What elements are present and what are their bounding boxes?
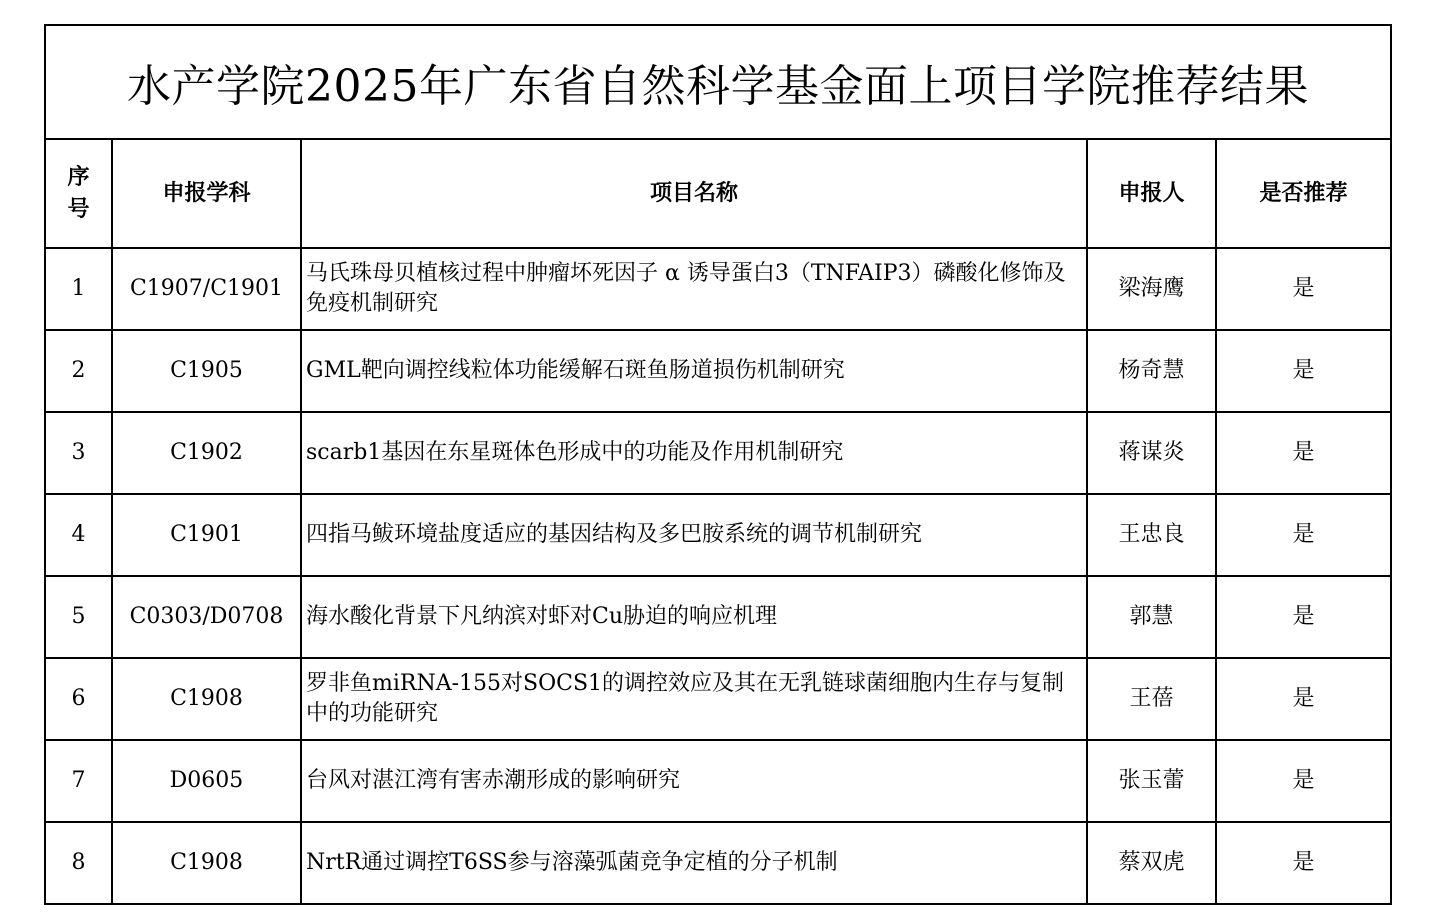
row-index-cell: 8 <box>45 822 112 904</box>
row-project-cell: 台风对湛江湾有害赤潮形成的影响研究 <box>301 740 1087 822</box>
row-applicant-cell: 王忠良 <box>1087 494 1216 576</box>
row-project-cell: NrtR通过调控T6SS参与溶藻弧菌竞争定植的分子机制 <box>301 822 1087 904</box>
row-applicant-cell: 王蓓 <box>1087 658 1216 740</box>
row-index-cell: 5 <box>45 576 112 658</box>
row-discipline-cell: C1901 <box>112 494 301 576</box>
row-recommended-cell: 是 <box>1216 658 1391 740</box>
row-applicant-cell: 蒋谋炎 <box>1087 412 1216 494</box>
row-project-cell: 四指马鲅环境盐度适应的基因结构及多巴胺系统的调节机制研究 <box>301 494 1087 576</box>
row-index-cell: 7 <box>45 740 112 822</box>
row-index-cell: 3 <box>45 412 112 494</box>
row-applicant-cell: 杨奇慧 <box>1087 330 1216 412</box>
header-row <box>45 139 1391 248</box>
table-row <box>45 740 1391 822</box>
table-row <box>45 576 1391 658</box>
header-applicant: 申报人 <box>1087 139 1216 248</box>
page-title: 水产学院2025年广东省自然科学基金面上项目学院推荐结果 <box>45 25 1391 139</box>
row-project-cell: scarb1基因在东星斑体色形成中的功能及作用机制研究 <box>301 412 1087 494</box>
table-row <box>45 330 1391 412</box>
row-recommended-cell: 是 <box>1216 740 1391 822</box>
row-discipline-cell: C1907/C1901 <box>112 248 301 330</box>
header-discipline: 申报学科 <box>112 139 301 248</box>
row-applicant-cell: 蔡双虎 <box>1087 822 1216 904</box>
row-discipline-cell: C1908 <box>112 822 301 904</box>
table-row <box>45 412 1391 494</box>
header-recommended: 是否推荐 <box>1216 139 1391 248</box>
row-recommended-cell: 是 <box>1216 330 1391 412</box>
row-discipline-cell: C1902 <box>112 412 301 494</box>
row-index-cell: 2 <box>45 330 112 412</box>
row-project-cell: GML靶向调控线粒体功能缓解石斑鱼肠道损伤机制研究 <box>301 330 1087 412</box>
row-index-cell: 4 <box>45 494 112 576</box>
table-row <box>45 822 1391 904</box>
header-index: 序号 <box>45 139 112 248</box>
row-recommended-cell: 是 <box>1216 576 1391 658</box>
row-project-cell: 马氏珠母贝植核过程中肿瘤坏死因子 α 诱导蛋白3（TNFAIP3）磷酸化修饰及免疫机制研究 <box>301 248 1087 330</box>
row-discipline-cell: C1908 <box>112 658 301 740</box>
row-discipline-cell: C0303/D0708 <box>112 576 301 658</box>
row-project-cell: 海水酸化背景下凡纳滨对虾对Cu胁迫的响应机理 <box>301 576 1087 658</box>
recommendation-table <box>44 24 1392 905</box>
table-row <box>45 248 1391 330</box>
table-row <box>45 494 1391 576</box>
row-discipline-cell: D0605 <box>112 740 301 822</box>
row-recommended-cell: 是 <box>1216 412 1391 494</box>
header-project: 项目名称 <box>301 139 1087 248</box>
row-index-cell: 1 <box>45 248 112 330</box>
row-recommended-cell: 是 <box>1216 248 1391 330</box>
row-recommended-cell: 是 <box>1216 494 1391 576</box>
row-project-cell: 罗非鱼miRNA-155对SOCS1的调控效应及其在无乳链球菌细胞内生存与复制中的功能研究 <box>301 658 1087 740</box>
row-applicant-cell: 梁海鹰 <box>1087 248 1216 330</box>
row-applicant-cell: 张玉蕾 <box>1087 740 1216 822</box>
row-applicant-cell: 郭慧 <box>1087 576 1216 658</box>
table-row <box>45 658 1391 740</box>
row-discipline-cell: C1905 <box>112 330 301 412</box>
row-recommended-cell: 是 <box>1216 822 1391 904</box>
row-index-cell: 6 <box>45 658 112 740</box>
title-row <box>45 25 1391 139</box>
